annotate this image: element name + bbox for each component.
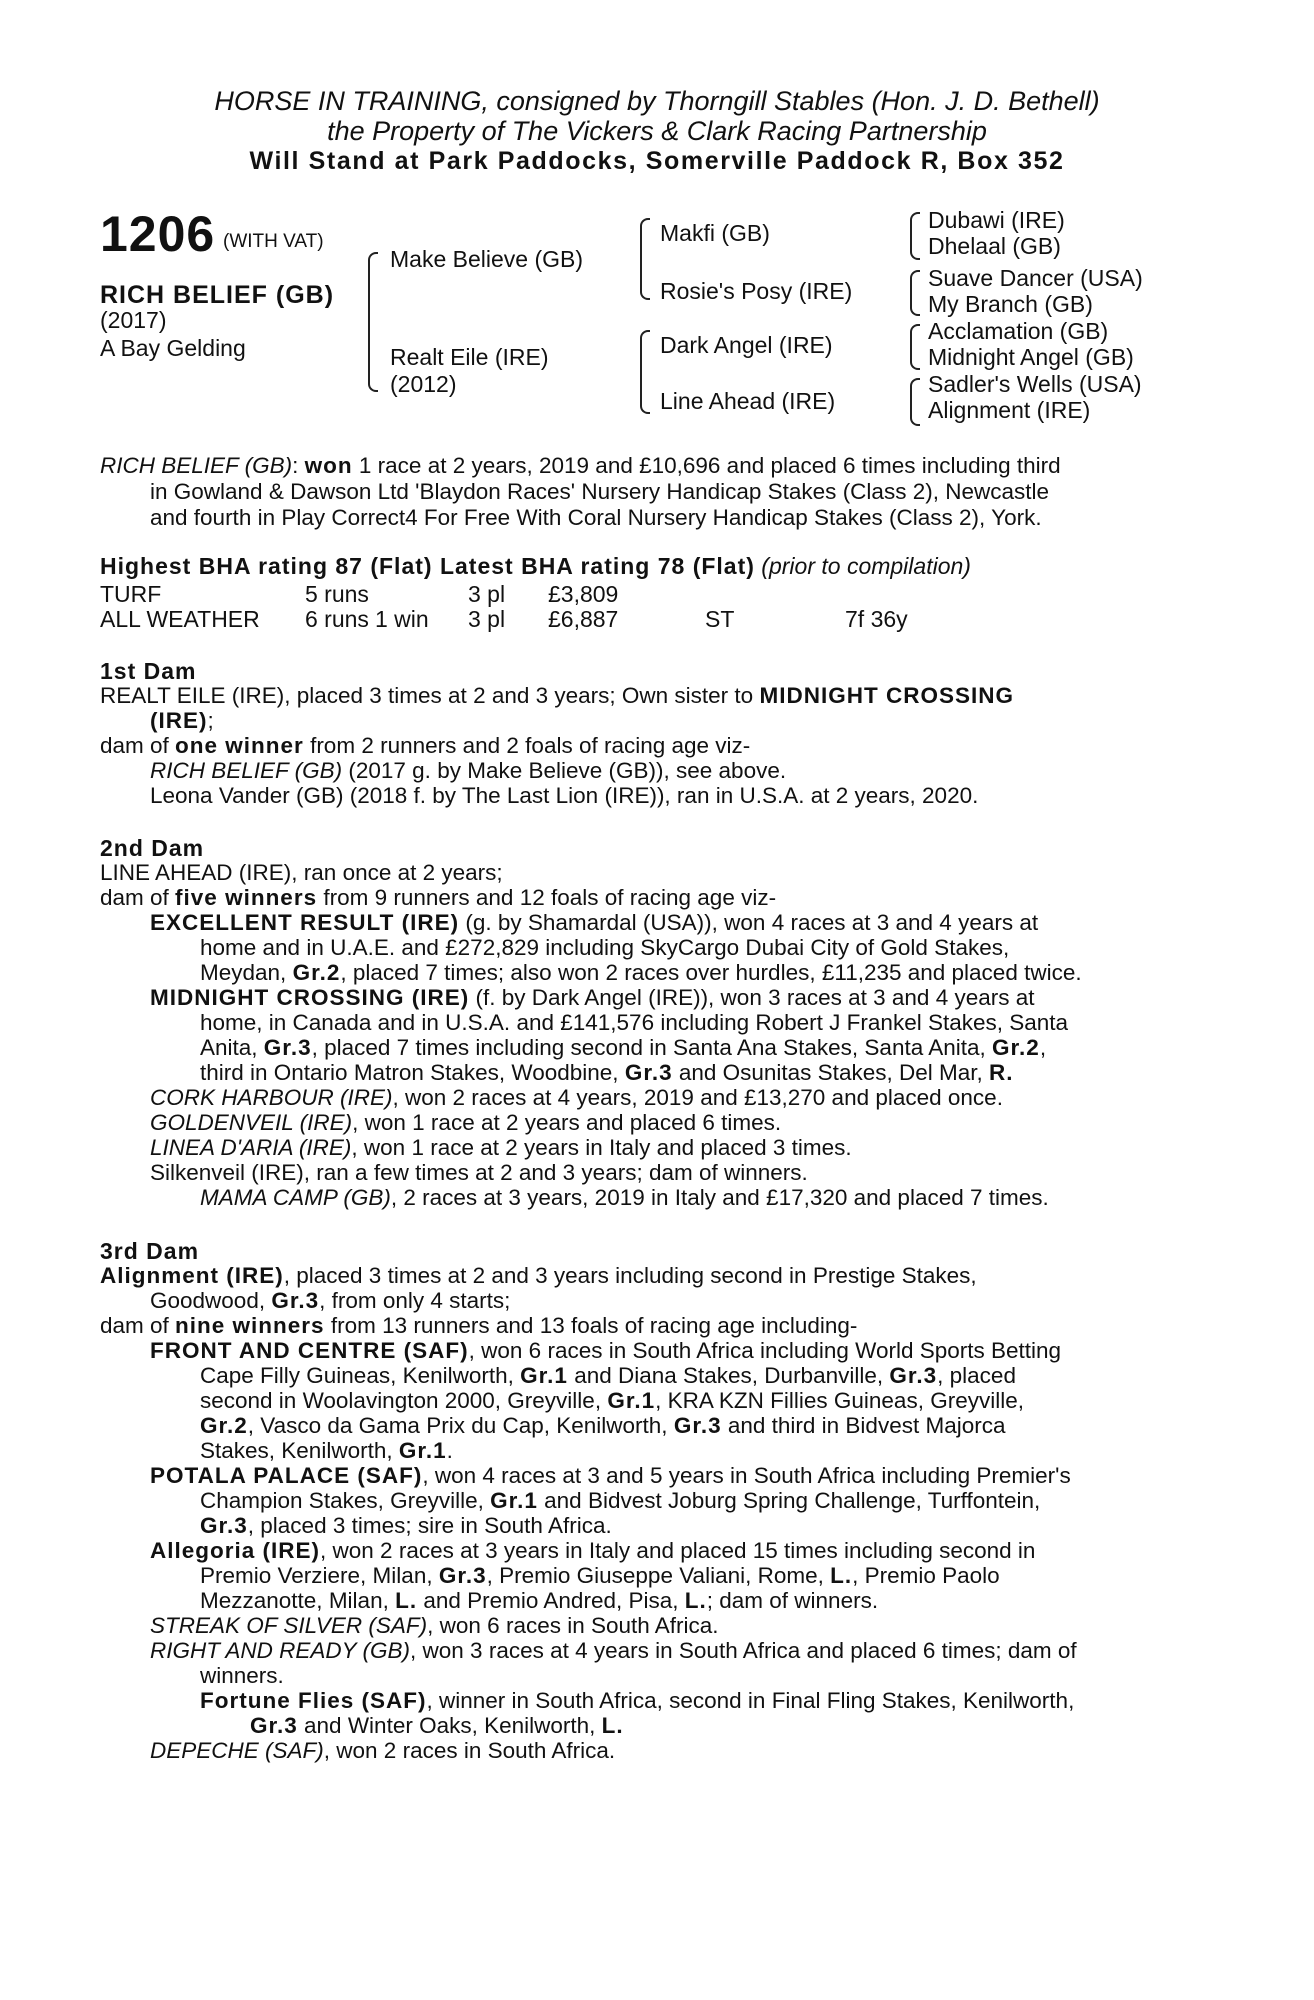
record-prize: £6,887 <box>548 606 619 632</box>
consignor-line: HORSE IN TRAINING, consigned by Thorngill Stables (Hon. J. D. Bethell) <box>214 86 1100 116</box>
race-summary-line: in Gowland & Dawson Ltd 'Blaydon Races' Nursery Handicap Stakes (Class 2), Newcastle <box>150 479 1049 504</box>
record-runs: 6 runs <box>305 606 369 632</box>
lot-number: 1206 <box>100 206 216 262</box>
dam-line: dam of five winners from 9 runners and 12 foals of racing age viz- <box>100 885 777 910</box>
progeny-line: Champion Stakes, Greyville, Gr.1 and Bidvest Joburg Spring Challenge, Turffontein, <box>200 1488 1041 1513</box>
pedigree-bracket <box>368 252 378 392</box>
dam-line: dam of one winner from 2 runners and 2 foals of racing age viz- <box>100 733 751 758</box>
progeny-line: POTALA PALACE (SAF), won 4 races at 3 and 5 years in South Africa including Premier's <box>150 1463 1071 1488</box>
pedigree-gen3-4: My Branch (GB) <box>928 291 1093 317</box>
pedigree-bracket <box>640 330 650 414</box>
progeny-line: GOLDENVEIL (IRE), won 1 race at 2 years and placed 6 times. <box>150 1110 782 1135</box>
race-summary-line: and fourth in Play Correct4 For Free With Coral Nursery Handicap Stakes (Class 2), York. <box>150 505 1042 530</box>
progeny-line: Gr.3 and Winter Oaks, Kenilworth, L. <box>250 1713 624 1738</box>
progeny-line: Allegoria (IRE), won 2 races at 3 years in Italy and placed 15 times including second in <box>150 1538 1036 1563</box>
pedigree-dam-dam: Line Ahead (IRE) <box>660 388 836 414</box>
progeny-line: third in Ontario Matron Stakes, Woodbine, Gr.3 and Osunitas Stakes, Del Mar, R. <box>200 1060 1014 1085</box>
record-runs: 5 runs <box>305 581 369 607</box>
pedigree-gen3-8: Alignment (IRE) <box>928 397 1091 423</box>
pedigree-sire: Make Believe (GB) <box>390 246 584 272</box>
record-distance: 7f 36y <box>845 606 908 632</box>
progeny-line: Anita, Gr.3, placed 7 times including second in Santa Ana Stakes, Santa Anita, Gr.2, <box>200 1035 1047 1060</box>
bha-rating: Highest BHA rating 87 (Flat) Latest BHA rating 78 (Flat) (prior to compilation) <box>100 553 971 579</box>
horse-year: (2017) <box>100 307 167 333</box>
record-going: ST <box>705 606 735 632</box>
pedigree-bracket <box>910 270 920 316</box>
pedigree-sire-dam: Rosie's Posy (IRE) <box>660 278 853 304</box>
progeny-line: Stakes, Kenilworth, Gr.1. <box>200 1438 453 1463</box>
pedigree-sire-sire: Makfi (GB) <box>660 220 770 246</box>
progeny-line: STREAK OF SILVER (SAF), won 6 races in South Africa. <box>150 1613 719 1638</box>
pedigree-gen3-5: Acclamation (GB) <box>928 318 1109 344</box>
progeny-line: RICH BELIEF (GB) (2017 g. by Make Believe (GB)), see above. <box>150 758 787 783</box>
section-heading: 1st Dam <box>100 658 197 684</box>
progeny-line: home, in Canada and in U.S.A. and £141,576 including Robert J Frankel Stakes, Santa <box>200 1010 1069 1035</box>
horse-name: RICH BELIEF (GB) <box>100 281 335 309</box>
progeny-line: LINEA D'ARIA (IRE), won 1 race at 2 years in Italy and placed 3 times. <box>150 1135 852 1160</box>
progeny-line: EXCELLENT RESULT (IRE) (g. by Shamardal (USA)), won 4 races at 3 and 4 years at <box>150 910 1039 935</box>
section-heading: 3rd Dam <box>100 1238 200 1264</box>
record-prize: £3,809 <box>548 581 619 607</box>
pedigree-gen3-3: Suave Dancer (USA) <box>928 265 1143 291</box>
record-wins: 1 win <box>375 606 429 632</box>
progeny-line: Gr.2, Vasco da Gama Prix du Cap, Kenilworth, Gr.3 and third in Bidvest Majorca <box>200 1413 1006 1438</box>
progeny-line: second in Woolavington 2000, Greyville, Gr.1, KRA KZN Fillies Guineas, Greyville, <box>200 1388 1024 1413</box>
pedigree-gen3-1: Dubawi (IRE) <box>928 207 1065 233</box>
pedigree-bracket <box>910 324 920 370</box>
progeny-line: Cape Filly Guineas, Kenilworth, Gr.1 and Diana Stakes, Durbanville, Gr.3, placed <box>200 1363 1016 1388</box>
pedigree-bracket <box>910 212 920 260</box>
record-placed: 3 pl <box>468 581 506 607</box>
progeny-line: MAMA CAMP (GB), 2 races at 3 years, 2019 in Italy and £17,320 and placed 7 times. <box>200 1185 1049 1210</box>
progeny-line: winners. <box>200 1663 284 1688</box>
dam-line: LINE AHEAD (IRE), ran once at 2 years; <box>100 860 503 885</box>
pedigree-bracket <box>910 378 920 426</box>
location-line: Will Stand at Park Paddocks, Somerville Paddock R, Box 352 <box>249 147 1065 175</box>
dam-line: dam of nine winners from 13 runners and 13 foals of racing age including- <box>100 1313 858 1338</box>
progeny-line: Silkenveil (IRE), ran a few times at 2 and 3 years; dam of winners. <box>150 1160 808 1185</box>
pedigree-bracket <box>640 218 650 300</box>
progeny-line: CORK HARBOUR (IRE), won 2 races at 4 years, 2019 and £13,270 and placed once. <box>150 1085 1003 1110</box>
pedigree-gen3-2: Dhelaal (GB) <box>928 233 1061 259</box>
progeny-line: Premio Verziere, Milan, Gr.3, Premio Giuseppe Valiani, Rome, L., Premio Paolo <box>200 1563 1000 1588</box>
pedigree-dam: Realt Eile (IRE) <box>390 344 549 370</box>
progeny-line: Fortune Flies (SAF), winner in South Africa, second in Final Fling Stakes, Kenilworth, <box>200 1688 1075 1713</box>
progeny-line: DEPECHE (SAF), won 2 races in South Africa. <box>150 1738 616 1763</box>
horse-description: A Bay Gelding <box>100 335 246 361</box>
pedigree-gen3-6: Midnight Angel (GB) <box>928 344 1134 370</box>
vat-label: (WITH VAT) <box>223 231 324 252</box>
record-surface: ALL WEATHER <box>100 606 260 632</box>
record-placed: 3 pl <box>468 606 506 632</box>
dam-line: Goodwood, Gr.3, from only 4 starts; <box>150 1288 511 1313</box>
progeny-line: Mezzanotte, Milan, L. and Premio Andred, Pisa, L.; dam of winners. <box>200 1588 879 1613</box>
record-surface: TURF <box>100 581 162 607</box>
horse-name-ref: RICH BELIEF (GB) <box>100 453 293 478</box>
pedigree-dam-year: (2012) <box>390 371 457 397</box>
progeny-line: Leona Vander (GB) (2018 f. by The Last Lion (IRE)), ran in U.S.A. at 2 years, 2020. <box>150 783 979 808</box>
section-heading: 2nd Dam <box>100 835 205 861</box>
pedigree-gen3-7: Sadler's Wells (USA) <box>928 371 1142 397</box>
progeny-line: home and in U.A.E. and £272,829 including SkyCargo Dubai City of Gold Stakes, <box>200 935 1010 960</box>
dam-line: Alignment (IRE), placed 3 times at 2 and 3 years including second in Prestige Stakes, <box>100 1263 977 1288</box>
progeny-line: FRONT AND CENTRE (SAF), won 6 races in South Africa including World Sports Betting <box>150 1338 1062 1363</box>
pedigree-dam-sire: Dark Angel (IRE) <box>660 332 833 358</box>
race-summary-line: RICH BELIEF (GB): won 1 race at 2 years, 2019 and £10,696 and placed 6 times including third <box>100 453 1061 478</box>
owner-line: the Property of The Vickers & Clark Racing Partnership <box>327 116 987 146</box>
progeny-line: Gr.3, placed 3 times; sire in South Africa. <box>200 1513 612 1538</box>
progeny-line: Meydan, Gr.2, placed 7 times; also won 2 races over hurdles, £11,235 and placed twice. <box>200 960 1082 985</box>
progeny-line: MIDNIGHT CROSSING (IRE) (f. by Dark Angel (IRE)), won 3 races at 3 and 4 years at <box>150 985 1035 1010</box>
dam-line: REALT EILE (IRE), placed 3 times at 2 and 3 years; Own sister to MIDNIGHT CROSSING <box>100 683 1014 708</box>
dam-line: (IRE); <box>150 708 214 733</box>
progeny-line: RIGHT AND READY (GB), won 3 races at 4 years in South Africa and placed 6 times; dam of <box>150 1638 1077 1663</box>
